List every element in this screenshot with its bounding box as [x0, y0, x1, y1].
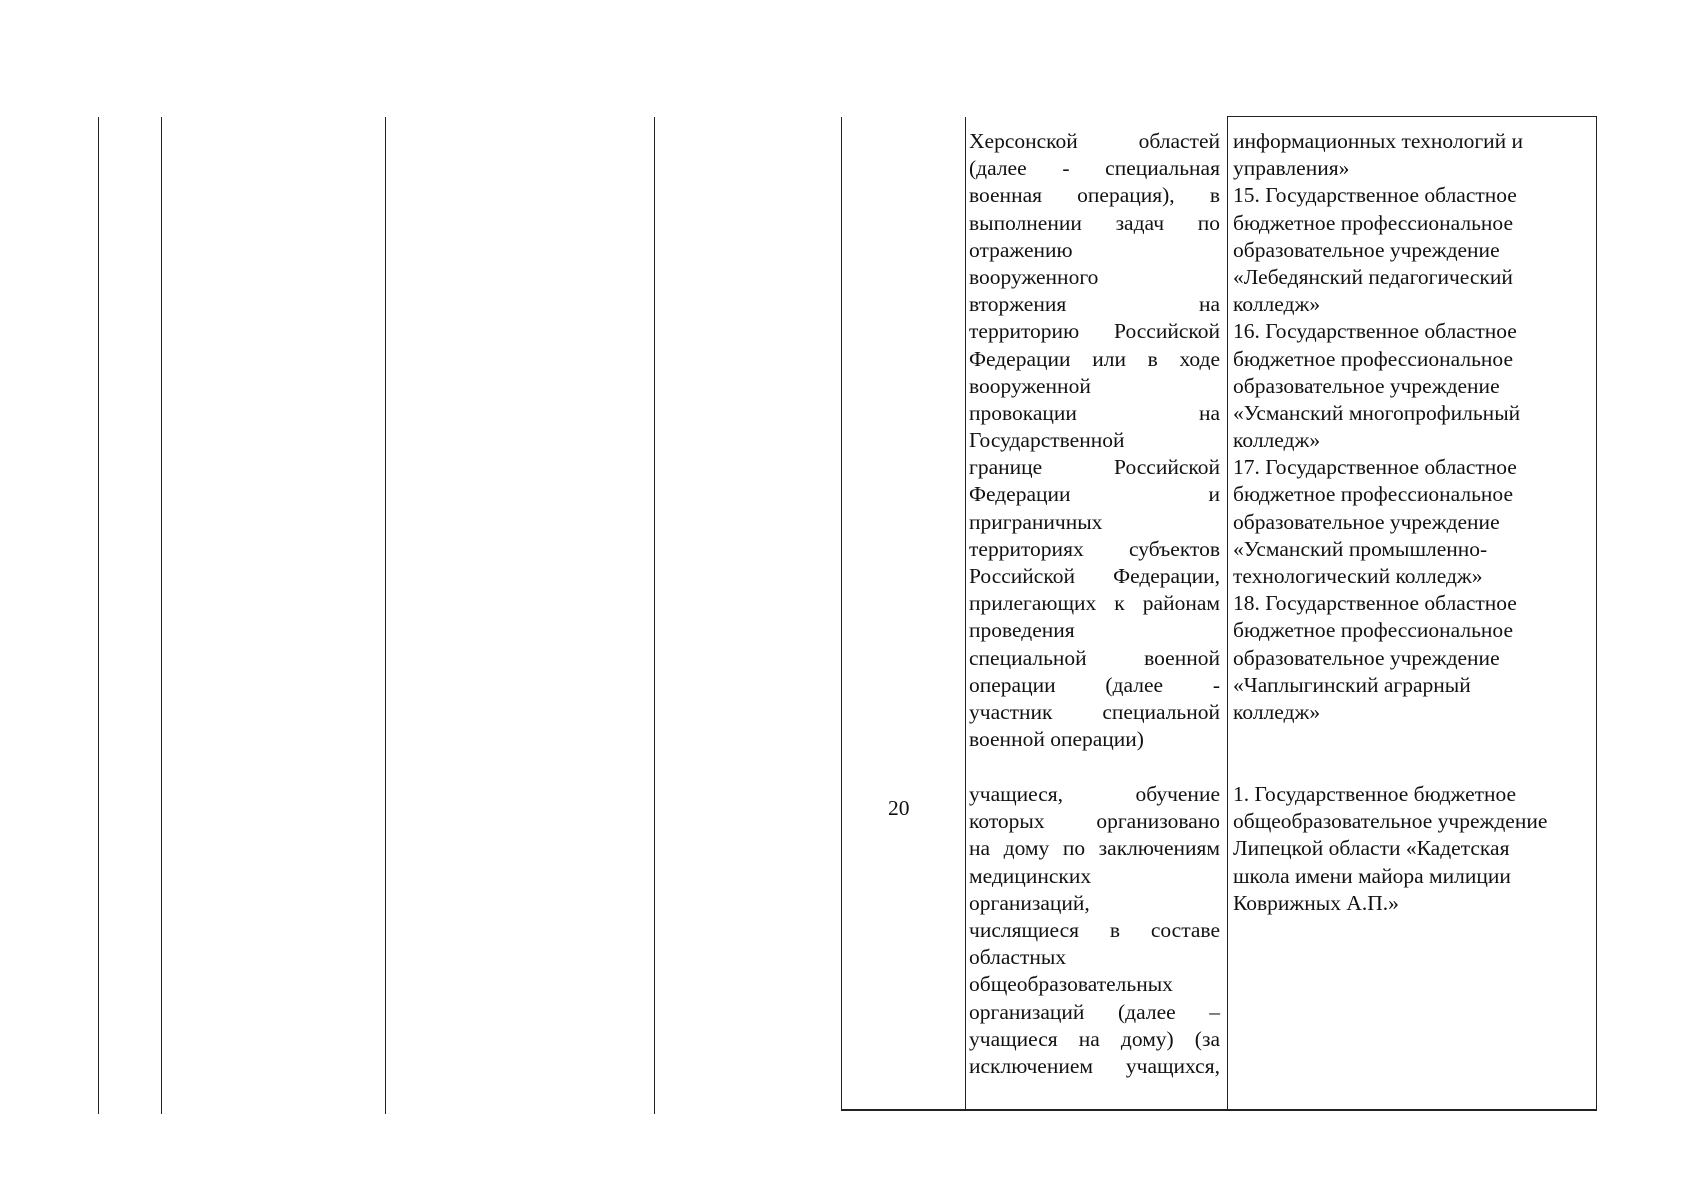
- cell-text-line: приграничных: [969, 509, 1103, 534]
- cell-text-line: «Лебедянский педагогический: [1233, 264, 1513, 289]
- cell-text-line: учащиеся, обучение: [969, 782, 1220, 806]
- row1-institutions-cell: [1233, 128, 1593, 726]
- cell-text-line: организаций (далее –: [969, 999, 1220, 1024]
- cell-text-line: общеобразовательных: [969, 972, 1173, 997]
- cell-text-line: образовательное учреждение: [1233, 373, 1500, 398]
- cell-text-line: военной операции): [969, 727, 1144, 752]
- table-border-bottom: [841, 1109, 1597, 1111]
- cell-text-line: управления»: [1233, 156, 1350, 181]
- cell-text-line: которых организовано: [969, 809, 1220, 834]
- cell-text-line: Херсонской областей: [969, 129, 1220, 153]
- cell-text-line: выполнении задач по: [969, 210, 1220, 235]
- cell-text-line: 15. Государственное областное: [1233, 183, 1517, 208]
- row2-institutions-cell: [1233, 781, 1593, 917]
- cell-text-line: образовательное учреждение: [1233, 237, 1500, 262]
- cell-text-line: провокации на: [969, 400, 1220, 425]
- cell-text-line: 16. Государственное областное: [1233, 319, 1517, 344]
- cell-text-line: отражению: [969, 237, 1073, 262]
- row-number: 20: [888, 796, 910, 820]
- cell-text-line: 1. Государственное бюджетное: [1233, 782, 1517, 806]
- left-page-column-line: [161, 117, 162, 1114]
- cell-text-line: территориях субъектов: [969, 536, 1220, 561]
- cell-text-line: операции (далее -: [969, 672, 1220, 697]
- cell-text-line: «Чаплыгинский аграрный: [1233, 672, 1471, 697]
- cell-text-line: Коврижных А.П.»: [1233, 890, 1399, 915]
- table-border-left: [841, 117, 842, 1111]
- cell-text-line: Российской Федерации,: [969, 564, 1220, 588]
- cell-text-line: учащиеся на дому) (за: [969, 1026, 1220, 1051]
- cell-text-line: бюджетное профессиональное: [1233, 210, 1513, 235]
- cell-text-line: общеобразовательное учреждение: [1233, 809, 1548, 834]
- cell-text-line: числящиеся в составе: [969, 917, 1220, 942]
- cell-text-line: Федерации или в ходе: [969, 346, 1220, 371]
- cell-text-line: (далее - специальная: [969, 156, 1220, 181]
- table-border-right: [1596, 117, 1597, 1111]
- cell-text-line: школа имени майора милиции: [1233, 863, 1511, 888]
- cell-text-line: колледж»: [1233, 428, 1321, 453]
- cell-text-line: образовательное учреждение: [1233, 509, 1500, 534]
- cell-text-line: колледж»: [1233, 699, 1321, 724]
- cell-text-line: прилегающих к районам: [969, 591, 1220, 616]
- cell-text-line: проведения: [969, 618, 1075, 643]
- row1-category-cell: [969, 128, 1220, 753]
- cell-text-line: 17. Государственное областное: [1233, 455, 1517, 480]
- cell-text-line: «Усманский многопрофильный: [1233, 400, 1521, 425]
- cell-text-line: медицинских: [969, 863, 1092, 888]
- row2-category-cell: [969, 781, 1220, 1080]
- cell-text-line: информационных технологий и: [1233, 129, 1524, 153]
- left-page-column-line: [385, 117, 386, 1114]
- cell-text-line: территорию Российской: [969, 319, 1220, 344]
- table-border-top: [1227, 116, 1597, 117]
- cell-text-line: военная операция), в: [969, 183, 1220, 208]
- cell-text-line: бюджетное профессиональное: [1233, 482, 1513, 507]
- cell-text-line: Липецкой области «Кадетская: [1233, 836, 1510, 861]
- left-page-column-line: [654, 117, 655, 1114]
- left-page-column-line: [98, 117, 99, 1114]
- cell-text-line: Государственной: [969, 428, 1125, 453]
- cell-text-line: Федерации и: [969, 482, 1220, 507]
- cell-text-line: колледж»: [1233, 292, 1321, 317]
- cell-text-line: вооруженной: [969, 373, 1091, 398]
- cell-text-line: вторжения на: [969, 292, 1220, 317]
- cell-text-line: на дому по заключениям: [969, 836, 1220, 861]
- cell-text-line: специальной военной: [969, 645, 1220, 670]
- table-column-divider: [965, 117, 966, 1111]
- cell-text-line: бюджетное профессиональное: [1233, 346, 1513, 371]
- table-column-divider: [1227, 117, 1228, 1111]
- cell-text-line: образовательное учреждение: [1233, 645, 1500, 670]
- cell-text-line: организаций,: [969, 890, 1090, 915]
- cell-text-line: участник специальной: [969, 699, 1220, 724]
- cell-text-line: 18. Государственное областное: [1233, 591, 1517, 616]
- cell-text-line: границе Российской: [969, 455, 1220, 480]
- cell-text-line: исключением учащихся,: [969, 1053, 1220, 1078]
- cell-text-line: бюджетное профессиональное: [1233, 618, 1513, 643]
- cell-text-line: технологический колледж»: [1233, 564, 1483, 588]
- cell-text-line: областных: [969, 945, 1067, 970]
- cell-text-line: вооруженного: [969, 264, 1099, 289]
- cell-text-line: «Усманский промышленно-: [1233, 536, 1488, 561]
